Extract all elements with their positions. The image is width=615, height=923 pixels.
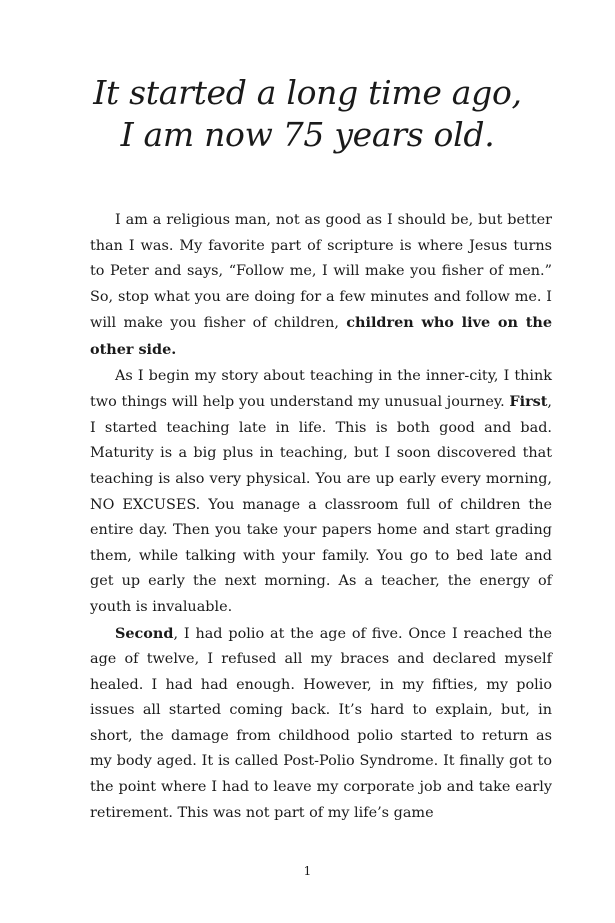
- paragraph-1-text: I am a religious man, not as good as I should be, but better than I was. My favorite part of scripture is where Jesus turns to Peter and says, “Follow me, I will make you fisher of men.” So, stop what you are doing for a few minutes and follow me. I will make you fisher of children,: [90, 212, 552, 332]
- paragraph-2-text: , I started teaching late in life. This is both good and bad. Maturity is a big plus in teaching, but I soon discovered that teaching is also very physical. You are up early every morning, NO EXCUSES. You manage a classroom full of children the entire day. Then you take your papers home and start grading them, while talking with your family. You go to bed late and get up early the next morning. As a teacher, the energy of youth is invaluable.: [90, 394, 552, 615]
- paragraph-3-bold: Second: [115, 624, 174, 642]
- chapter-title-line-2: I am now 75 years old.: [120, 115, 495, 154]
- body-text: [90, 208, 552, 826]
- paragraph-1-bold: children who live on the other side.: [90, 314, 552, 358]
- chapter-title-line-1: It started a long time ago,: [93, 73, 522, 112]
- paragraph-2: [90, 364, 552, 621]
- paragraph-2-lead: As I begin my story about teaching in the inner-city, I think two things will help you understand my unusual journey.: [90, 367, 552, 411]
- chapter-title: [0, 72, 615, 156]
- paragraph-3-text: , I had polio at the age of five. Once I reached the age of twelve, I refused all my braces and declared myself healed. I had had enough. However, in my fifties, my polio issues all started coming back. It’s hard to explain, but, in short, the damage from childhood polio started to return as my body aged. It is called Post-Polio Syndrome. It finally got to the point where I had to leave my corporate job and take early retirement. This was not part of my life’s game: [90, 625, 552, 821]
- page-number: 1: [303, 864, 312, 878]
- paragraph-3: [90, 621, 552, 827]
- paragraph-2-bold: First: [509, 393, 548, 411]
- paragraph-1: [90, 208, 552, 364]
